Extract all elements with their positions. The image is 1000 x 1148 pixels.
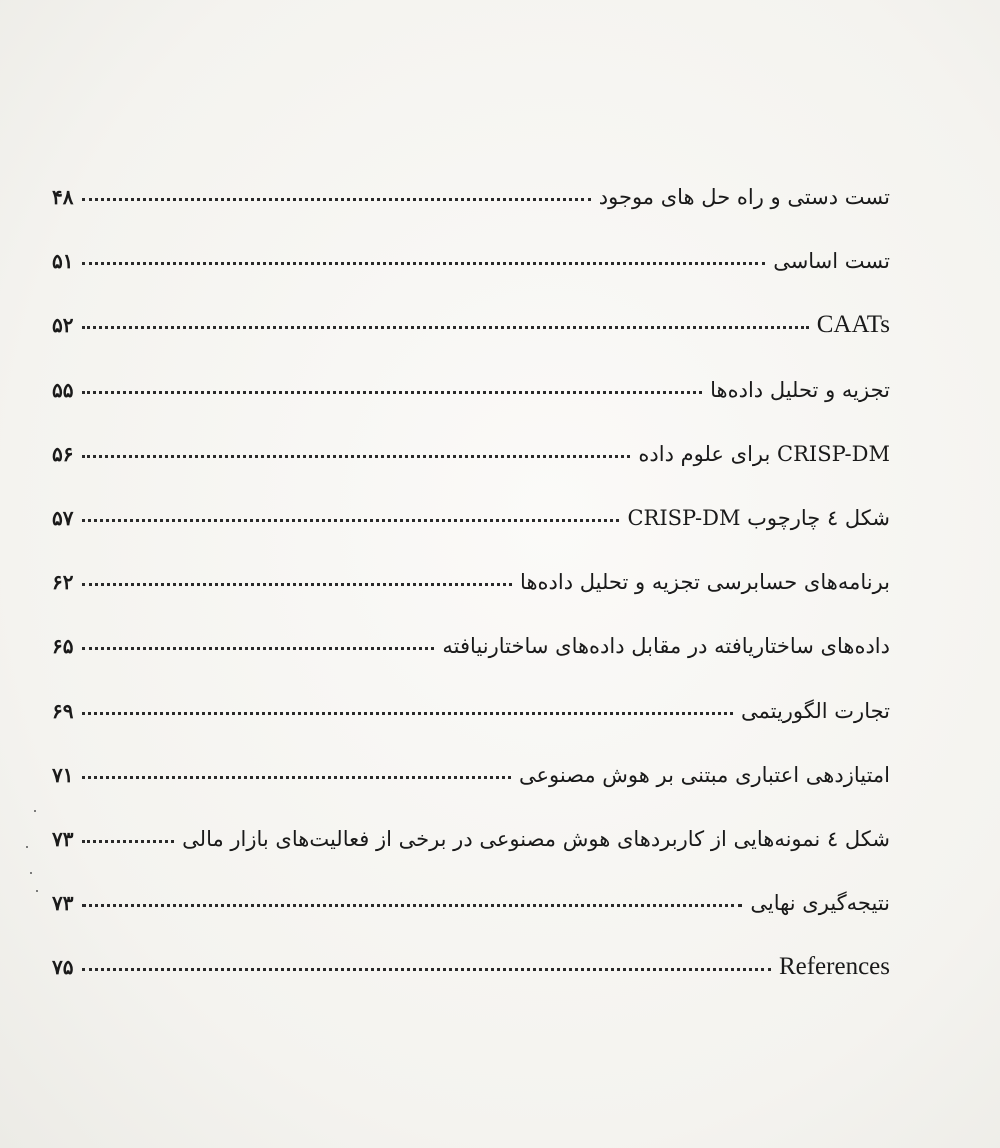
dot-leader (82, 904, 742, 907)
toc-entry-title: تجارت الگوریتمی (740, 698, 890, 723)
dot-leader (82, 712, 733, 715)
toc-entry-title: References (778, 953, 890, 981)
toc-entry-final-conclusion[interactable] (52, 880, 890, 944)
toc-entry-crisp-dm-data-science[interactable] (52, 431, 890, 495)
toc-page-number: ۷۳ (52, 891, 74, 916)
toc-page-number: ۷۵ (52, 955, 74, 980)
toc-entry-title: شکل ٤ نمونه‌هایی از کاربردهای هوش مصنوعی در برخی از فعالیت‌های بازار مالی (182, 826, 890, 851)
paper-speck (30, 872, 32, 874)
toc-entry-figure-ai-applications[interactable] (52, 816, 890, 880)
toc-entry-audit-analytics-programs[interactable] (52, 559, 890, 623)
toc-page-number: ۵۲ (52, 313, 74, 338)
dot-leader (82, 391, 702, 394)
dot-leader (82, 840, 174, 843)
toc-page-number: ۶۲ (52, 570, 74, 595)
paper-speck (26, 846, 28, 848)
toc-page-number: ۷۱ (52, 762, 74, 787)
dot-leader (82, 776, 511, 779)
toc-page-number: ۵۶ (52, 441, 74, 466)
toc-entry-title: تست اساسی (773, 249, 890, 274)
toc-page-number: ۴۸ (52, 185, 74, 209)
toc-entry-title: تجزیه و تحلیل داده‌ها (710, 377, 890, 402)
toc-entry-title: داده‌های ساختاریافته در مقابل داده‌های ساختارنیافته (442, 634, 890, 659)
dot-leader (82, 326, 809, 329)
toc-page-number: ۶۵ (52, 634, 74, 659)
toc-page-number: ۵۵ (52, 377, 74, 402)
dot-leader (82, 583, 512, 586)
toc-page-number: ۵۷ (52, 505, 74, 530)
toc-entry-substantive-testing[interactable] (52, 238, 890, 302)
toc-entry-title: برنامه‌های حسابرسی تجزیه و تحلیل داده‌ها (520, 570, 890, 595)
dot-leader (82, 968, 771, 971)
toc-page-number: ۷۳ (52, 826, 74, 851)
toc-entry-ai-credit-scoring[interactable] (52, 752, 890, 816)
toc-page-number: ۵۱ (52, 249, 74, 274)
paper-speck (34, 810, 36, 812)
toc-entry-title: امتیازدهی اعتباری مبتنی بر هوش مصنوعی (518, 762, 890, 787)
toc-entry-algorithmic-trading[interactable] (52, 688, 890, 752)
toc-entry-structured-vs-unstructured[interactable] (52, 623, 890, 687)
dot-leader (82, 198, 591, 201)
dot-leader (82, 519, 619, 522)
dot-leader (82, 455, 630, 458)
paper-speck (36, 890, 38, 892)
toc-entry-title: نتیجه‌گیری نهایی (750, 891, 890, 916)
toc-entry-caats[interactable] (52, 302, 890, 366)
toc-entry-data-analytics[interactable] (52, 367, 890, 431)
dot-leader (82, 262, 765, 265)
toc-entry-figure-crisp-dm[interactable] (52, 495, 890, 559)
toc-entry-title: شکل ٤ چارچوب CRISP-DM (627, 505, 890, 530)
toc-entry-title: تست دستی و راه حل های موجود (598, 185, 890, 209)
table-of-contents (52, 174, 890, 1008)
toc-entry-title: CRISP-DM برای علوم داده (638, 441, 890, 466)
dot-leader (82, 647, 434, 650)
toc-page-number: ۶۹ (52, 698, 74, 723)
toc-entry-manual-testing[interactable] (52, 174, 890, 238)
toc-entry-references[interactable] (52, 944, 890, 1008)
toc-entry-title: CAATs (816, 311, 890, 339)
